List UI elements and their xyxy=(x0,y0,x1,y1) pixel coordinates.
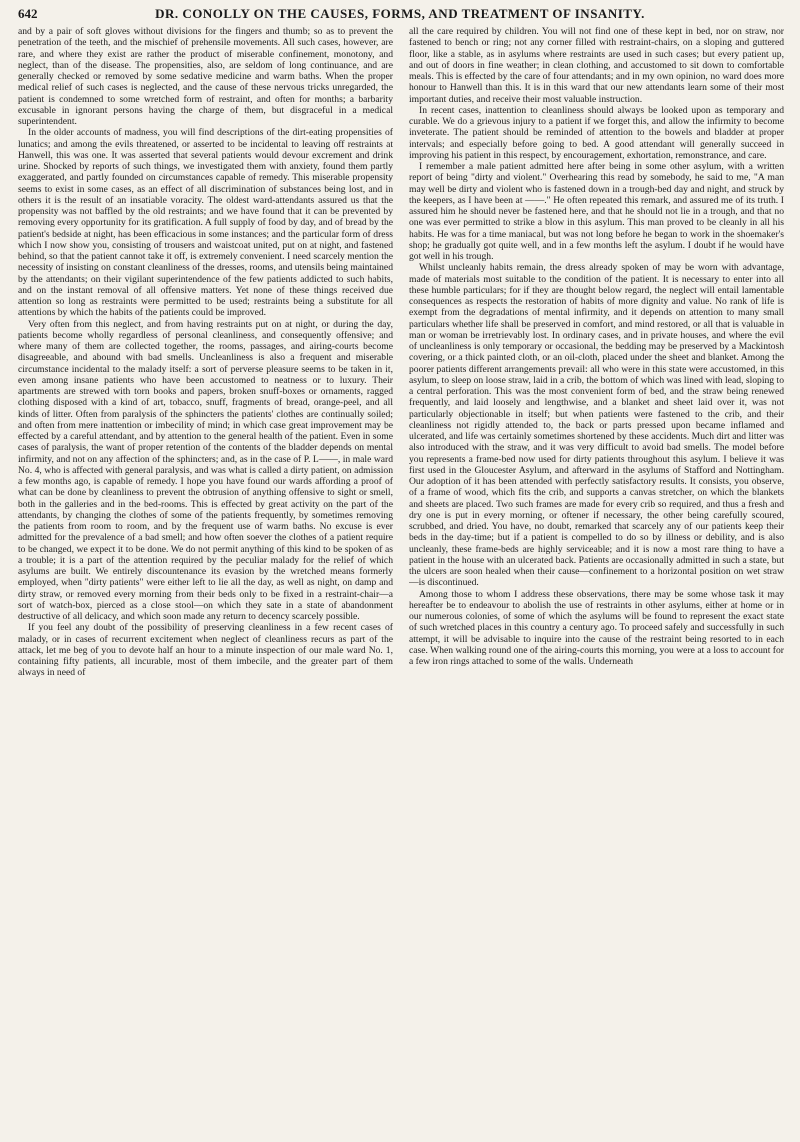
paragraph: all the care required by children. You will not find one of these kept in bed, nor on straw, nor fastened to bench or ring; not any corner filled with restraint-chairs, on a sloping and guttered floor, like a stable, as in asylums where restraints are used in such cases; but every patient up, and out of doors in fine weather; in clean clothing, and accustomed to sit down to comfortable meals. This is effected by the care of four attendants; and in my own opinion, no ward does more honour to Hanwell than this. It is in this ward that our new attendants learn some of their most important duties, and receive their most valuable instruction. xyxy=(409,26,784,105)
page-number: 642 xyxy=(18,6,38,21)
paragraph: In the older accounts of madness, you will find descriptions of the dirt-eating propensities of lunatics; and among the evils threatened, or asserted to be incidental to leaving off restraints at Hanwell, this was one. It was asserted that several patients would devour excrement and drink urine. Shocked by reports of such things, we investigated them with anxiety, found them partly exaggerated, and partly founded on circumstances capable of remedy. This miserable propensity seems to exist in some cases, as an effect of all discrimination of substances being lost, and in others it is the result of an insatiable voracity. The oldest ward-attendants assured us that the propensity was not baffled by the old restraints; and we have found that it can be prevented by removing every opportunity for its gratification. A full supply of food by day, and of bread by the patient's bedside at night, has been efficacious in some instances; and the particular form of dress which I now show you, consisting of trousers and waistcoat united, put on at night, and fastened behind, so that the patient cannot take it off, is extremely convenient. I need scarcely mention the necessity of insisting on constant cleanliness of the dresses, rooms, and utensils being maintained by the attendants; on their vigilant superintendence of the few patients addicted to such habits, and on the instant removal of all offensive matters. Yet none of these things received due attention so long as restraints were permitted to be used; restraints being a substitute for all attentions by which the habits of the patients could be improved. xyxy=(18,127,393,319)
paragraph: Very often from this neglect, and from having restraints put on at night, or during the day, patients become wholly regardless of personal cleanliness, and consequently offensive; and where many of them are collected together, the rooms, passages, and airing-courts become disagreeable, and abound with bad smells. Uncleanliness is also a frequent and miserable circumstance incidental to the malady itself: a sort of perverse pleasure seems to be taken in it, even among insane patients who have been accustomed to neatness or to luxury. Their apartments are strewed with torn books and papers, broken snuff-boxes or ornaments, ragged clothing disposed with a kind of art, tobacco, snuff, fragments of bread, orange-peel, and all kinds of litter. Often from paralysis of the sphincters the patients' clothes are continually soiled; and often from mere inattention or imbecility of mind; in which case great improvement may be effected by a careful attendant, and by attention to the general health of the patient. Even in some cases of paralysis, the want of proper retention of the contents of the bladder depends on mental infirmity, and not on any affection of the sphincters; and, as in the case of P. L——, in male ward No. 4, who is affected with general paralysis, and was what is called a dirty patient, on admission a few months ago, is capable of remedy. I hope you have found our wards affording a proof of what can be done by cleanliness to prevent the obtrusion of anything offensive to sight or smell, both in the galleries and in the bed-rooms. This is effected by great activity on the part of the attendants, by changing the clothes of some of the patients frequently, by sometimes removing the patients from room to room, and by the frequent use of warm baths. No excuse is ever admitted for the prevalence of a bad smell; and how often soever the clothes of a patient require to be changed, we expect it to be done. We do not permit anything of this kind to be spoken of as a trouble; it is a part of the attention required by the peculiar malady for the relief of which asylums are built. We entirely discountenance its evasion by the wretched means formerly employed, when "dirty patients" were either left to lie all the day, as well as night, on damp and dirty straw, or removed every morning from their beds only to be fixed in a restraint-chair—a sort of watch-box, pierced as a close stool—on which they sate in a state of abandonment destructive of all delicacy, and which soon made any return to decency scarcely possible. xyxy=(18,318,393,622)
paragraph: Among those to whom I address these observations, there may be some whose task it may hereafter be to endeavour to abolish the use of restraints in other asylums, either at home or in our numerous colonies, of some of which the asylums will be found to represent the exact state of such wretched places in this country a century ago. To proceed safely and successfully in such attempt, it will be advisable to inquire into the cause of the restraint being resorted to in each case. When walking round one of the airing-courts this morning, you were at a loss to account for a few iron rings attached to some of the walls. Underneath xyxy=(409,588,784,667)
paragraph: In recent cases, inattention to cleanliness should always be looked upon as temporary and curable. We do a grievous injury to a patient if we forget this, and allow the infirmity to become inveterate. The patient should be reminded of attention to the bowels and bladder at proper intervals; and especially before going to bed. A good attendant will generally succeed in improving his patient in this respect, by encouragement, exhortation, remonstrance, and care. xyxy=(409,104,784,161)
paragraph: Whilst uncleanly habits remain, the dress already spoken of may be worn with advantage, made of materials most suitable to the condition of the patient. It is necessary to enter into all these humble particulars; for if they are thought below regard, the neglect will entail lamentable consequences as respects the restoration of habits of more dignity and value. No rank of life is exempt from the degradations of mental infirmity, and it depends on attention to many small particulars whether life shall be preserved in comfort, and mind restored, or all that is valuable in man or woman be irretrievably lost. In ordinary cases, and in private houses, and where the evil of uncleanliness is only temporary or occasional, the bedding may be preserved by a Mackintosh covering, or a thick painted cloth, or an oil-cloth, placed under the sheet and blanket. Among the poorer patients different arrangements prevail: all who were in this state were accustomed, in this asylum, to sleep on loose straw, laid in a crib, the bottom of which was lined with lead, sloping to a central perforation. This was the most convenient form of bed, and the straw being renewed frequently, and laid loosely and lengthwise, and a blanket and sheet laid over it, was not particularly objectionable in itself; but when patients were fastened to the crib, and their cleanliness not rigidly attended to, the back or parts pressed upon became inflamed and ulcerated, and life was certainly sometimes shortened by these accidents. Much dirt and litter was also introduced with the straw, and it was very difficult to avoid bad smells. The model before you represents a frame-bed now used for dirty patients throughout this asylum. I believe it was first used in the Gloucester Asylum, and afterward in the asylums of Stafford and Nottingham. Our adoption of it has been attended with perfectly satisfactory results. It consists, you observe, of a frame of wood, which fits the crib, and supports a canvas stretcher, on which the blankets and sheets are placed. Two such frames are made for every crib so required, and thus a fresh and dry one is put in every morning, or oftener if necessary, the other being carefully scoured, scrubbed, and dried. You have, no doubt, remarked that scarcely any of our patients keep their beds in the day-time; but if a patient is compelled to do so by illness or debility, and is also uncleanly, these frame-beds are highly serviceable; and it is now a most rare thing to have a patient in the house with an ulcerated back. Patients are occasionally admitted in such a state, but the ulcers are soon healed when their cause—confinement to a horizontal position on wet straw—is discontinued. xyxy=(409,262,784,589)
right-column xyxy=(409,26,784,1138)
paragraph: and by a pair of soft gloves without divisions for the fingers and thumb; so as to prevent the penetration of the teeth, and the mischief of prehensile movements. All such cases, however, are rare, and where they exist are rather the product of miserable confinement, monotony, and neglect, than of the disease. The propensities, also, are seldom of long continuance, and are generally checked or removed by some sedative medicine and warm baths. When the proper medical relief of such cases is neglected, and the cause of these nervous tricks unregarded, the patient is condemned to some wretched form of restraint, and often for months; a barbarity excusable in ignorant persons having the charge of them, but disgraceful in a medical superintendent. xyxy=(18,26,393,127)
running-head: DR. CONOLLY ON THE CAUSES, FORMS, AND TREATMENT OF INSANITY. xyxy=(155,6,645,21)
text-columns xyxy=(18,26,784,1138)
left-column xyxy=(18,26,393,1138)
page-header xyxy=(18,6,782,26)
paragraph: I remember a male patient admitted here after being in some other asylum, with a written report of being "dirty and violent." Overhearing this read by somebody, he said to me, "A man may well be dirty and violent who is fastened down in a trough-bed day and night, and struck by the keepers, as I have been at ——." He often repeated this remark, and assured me of its truth. I assured him he should never be fastened here, and that he should not lie in a trough, and that no one was ever permitted to strike a blow in this asylum. This man proved to be cleanly in all his habits. He was for a time maniacal, but was not long before he began to work in the shoemaker's shop; he gradually got quite well, and in a few months left the asylum. I doubt if he would have got well in his trough. xyxy=(409,161,784,262)
paragraph: If you feel any doubt of the possibility of preserving cleanliness in a few recent cases of malady, or in cases of recurrent excitement when neglect of cleanliness recurs as part of the attack, let me beg of you to devote half an hour to a minute inspection of our male ward No. 1, containing fifty patients, all incurable, most of them imbecile, and the greater part of them always in need of xyxy=(18,622,393,679)
